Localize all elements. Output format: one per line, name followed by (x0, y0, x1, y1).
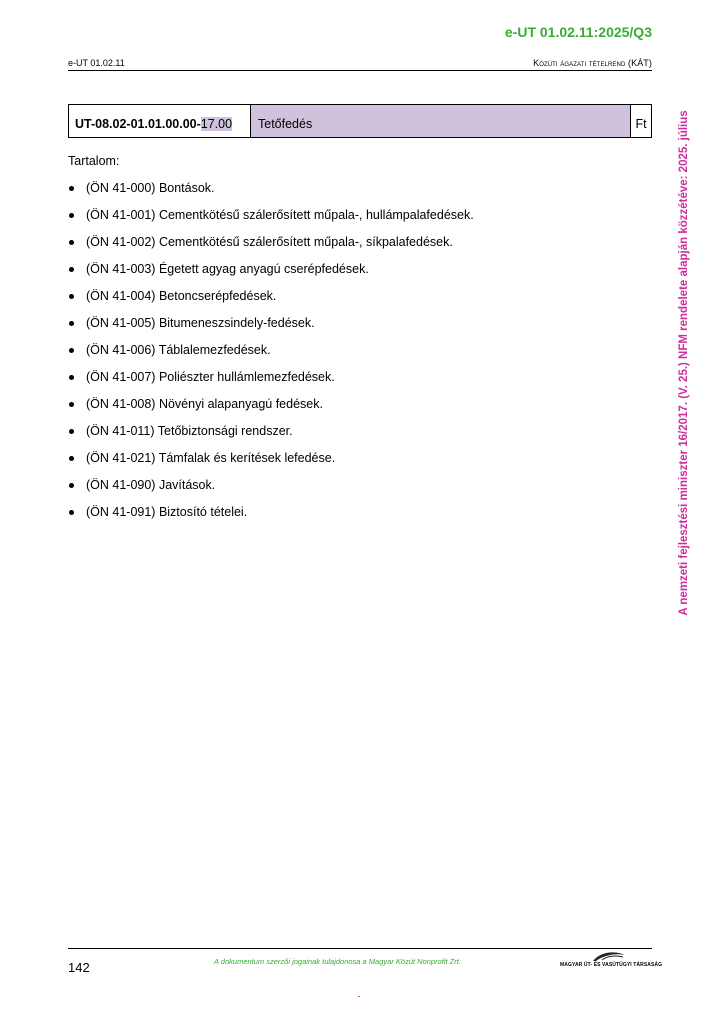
document-code: e-UT 01.02.11:2025/Q3 (504, 24, 652, 40)
list-item-text: (ÖN 41-021) Támfalak és kerítések lefedése. (86, 451, 336, 465)
bullet-icon (69, 456, 74, 461)
bullet-icon (69, 186, 74, 191)
bullet-icon (69, 294, 74, 299)
list-item-text: (ÖN 41-002) Cementkötésű szálerősített műpala-, síkpalafedések. (86, 235, 453, 249)
item-unit-cell: Ft (635, 117, 647, 131)
bullet-icon (69, 510, 74, 515)
header-left-text: e-UT 01.02.11 (68, 58, 125, 68)
list-item (68, 289, 474, 316)
list-item-text: (ÖN 41-004) Betoncserépfedések. (86, 289, 277, 303)
bullet-icon (69, 240, 74, 245)
bullet-icon (69, 348, 74, 353)
footer-divider (68, 948, 652, 949)
bullet-icon (69, 483, 74, 488)
bullet-icon (69, 402, 74, 407)
bullet-icon (69, 267, 74, 272)
list-item (68, 181, 474, 208)
list-item (68, 397, 474, 424)
logo-swoosh-icon (592, 950, 626, 962)
list-item-text: (ÖN 41-007) Poliészter hullámlemezfedések. (86, 370, 335, 384)
bullet-icon (69, 213, 74, 218)
item-code-cell (69, 105, 251, 137)
item-code-suffix: 17.00 (200, 117, 233, 131)
list-item-text: (ÖN 41-011) Tetőbiztonsági rendszer. (86, 424, 293, 438)
publisher-logo (560, 950, 663, 972)
side-note-text: A nemzeti fejlesztési miniszter 16/2017. (V. 25.) NFM rendelete alapján közzétéve: 2025. július (678, 110, 690, 616)
stray-mark (358, 996, 360, 997)
list-item-text: (ÖN 41-090) Javítások. (86, 478, 216, 492)
logo-text: MAGYAR ÚT- ÉS VASÚTÜGYI TÁRSASÁG (560, 962, 663, 968)
list-item (68, 451, 474, 478)
list-item (68, 262, 474, 289)
list-item (68, 235, 474, 262)
copyright-notice: A dokumentum szerzői jogainak tulajdonosa a Magyar Közút Nonprofit Zrt. (214, 957, 461, 966)
page-number: 142 (68, 960, 90, 975)
content-title: Tartalom: (68, 154, 120, 168)
list-item (68, 343, 474, 370)
content-list (68, 181, 474, 532)
list-item-text: (ÖN 41-005) Bitumeneszsindely-fedések. (86, 316, 315, 330)
list-item-text: (ÖN 41-001) Cementkötésű szálerősített műpala-, hullámpalafedések. (86, 208, 474, 222)
list-item-text: (ÖN 41-000) Bontások. (86, 181, 215, 195)
bullet-icon (69, 321, 74, 326)
item-table (68, 104, 652, 138)
list-item (68, 316, 474, 343)
item-code-prefix: UT-08.02-01.01.00.00- (75, 117, 201, 131)
bullet-icon (69, 375, 74, 380)
bullet-icon (69, 429, 74, 434)
list-item-text: (ÖN 41-006) Táblalemezfedések. (86, 343, 271, 357)
list-item (68, 478, 474, 505)
list-item-text: (ÖN 41-091) Biztosító tételei. (86, 505, 248, 519)
list-item (68, 424, 474, 451)
list-item (68, 370, 474, 397)
list-item-text: (ÖN 41-008) Növényi alapanyagú fedések. (86, 397, 323, 411)
list-item (68, 505, 474, 532)
header-right-text: Közúti ágazati tételrend (KÁT) (533, 58, 652, 68)
page-header (68, 56, 652, 71)
list-item-text: (ÖN 41-003) Égetett agyag anyagú cserépfedések. (86, 262, 369, 276)
item-name-cell: Tetőfedés (251, 105, 631, 137)
list-item (68, 208, 474, 235)
side-note (676, 96, 692, 630)
